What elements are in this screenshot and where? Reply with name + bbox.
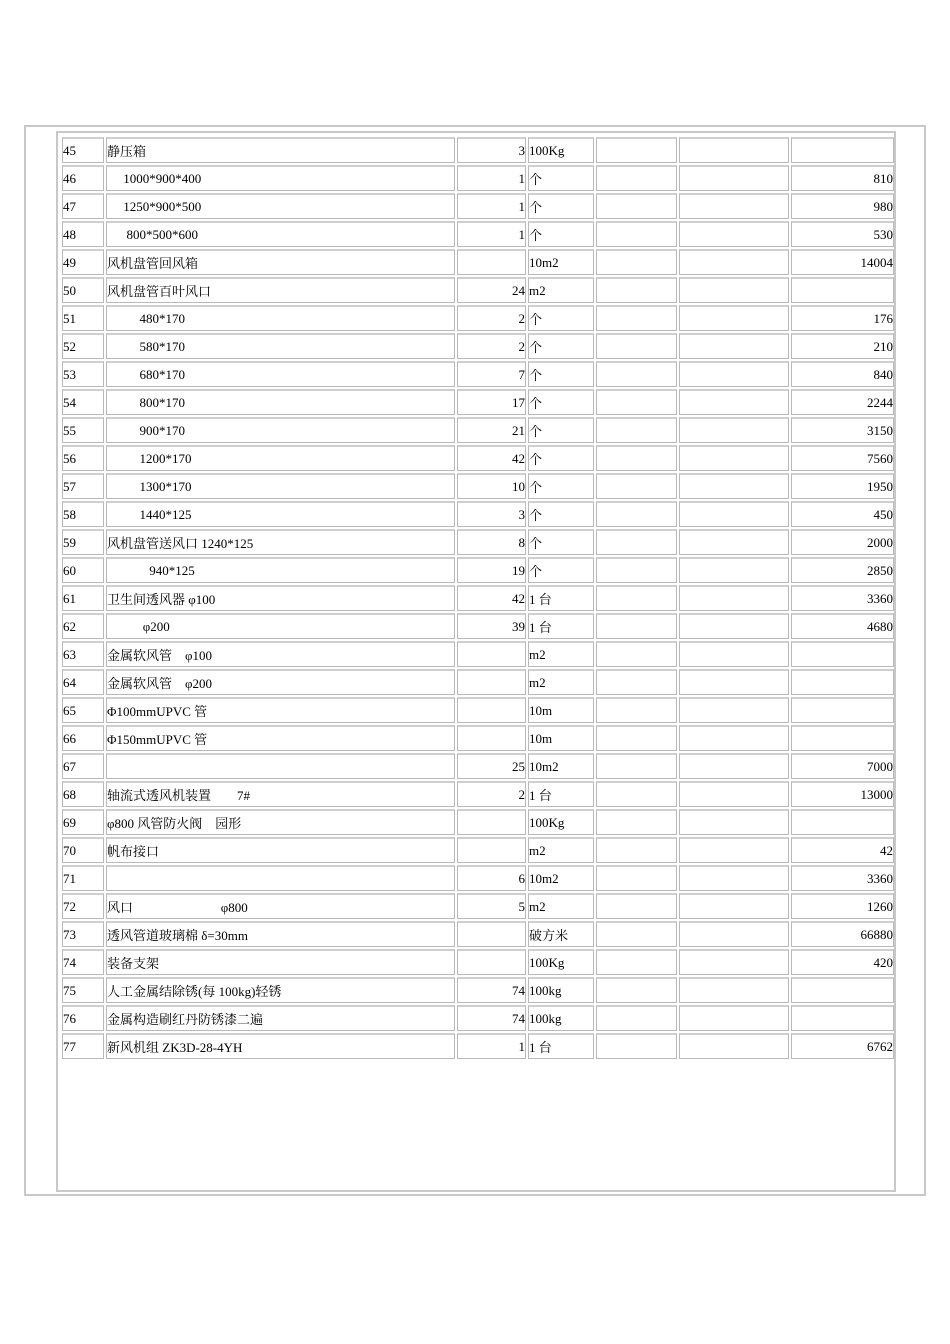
row-number: 72	[62, 893, 104, 919]
item-unit: 1 台	[528, 1033, 594, 1059]
unit-price-cell	[596, 977, 677, 1003]
table-row	[62, 613, 894, 639]
table-row	[62, 445, 894, 471]
row-number: 56	[62, 445, 104, 471]
row-number: 60	[62, 557, 104, 583]
item-name-text: 900*170	[107, 422, 185, 438]
item-total: 810	[791, 165, 894, 191]
table-row	[62, 137, 894, 163]
item-unit: 10m2	[528, 865, 594, 891]
row-number: 47	[62, 193, 104, 219]
sub-price-cell	[679, 809, 789, 835]
unit-price-cell	[596, 557, 677, 583]
sub-price-cell	[679, 389, 789, 415]
unit-price-cell	[596, 697, 677, 723]
unit-price-cell	[596, 221, 677, 247]
item-total: 13000	[791, 781, 894, 807]
table-row	[62, 165, 894, 191]
item-total: 420	[791, 949, 894, 975]
item-quantity: 74	[457, 1005, 526, 1031]
item-total	[791, 137, 894, 163]
item-quantity	[457, 809, 526, 835]
item-unit: 个	[528, 557, 594, 583]
unit-price-cell	[596, 781, 677, 807]
sub-price-cell	[679, 837, 789, 863]
item-total: 14004	[791, 249, 894, 275]
item-name	[106, 193, 455, 219]
item-name	[106, 977, 455, 1003]
unit-price-cell	[596, 921, 677, 947]
item-total	[791, 641, 894, 667]
item-name	[106, 277, 455, 303]
item-name	[106, 949, 455, 975]
item-unit: 个	[528, 221, 594, 247]
item-name	[106, 221, 455, 247]
item-unit: 100Kg	[528, 137, 594, 163]
row-number: 54	[62, 389, 104, 415]
item-quantity: 10	[457, 473, 526, 499]
table-row	[62, 753, 894, 779]
row-number: 50	[62, 277, 104, 303]
table-row	[62, 921, 894, 947]
item-unit: 个	[528, 333, 594, 359]
unit-price-cell	[596, 585, 677, 611]
sub-price-cell	[679, 249, 789, 275]
sub-price-cell	[679, 557, 789, 583]
item-total	[791, 1005, 894, 1031]
item-name-text: 透风管道玻璃棉 δ=30mm	[107, 928, 248, 943]
sub-price-cell	[679, 165, 789, 191]
item-name	[106, 809, 455, 835]
item-quantity: 1	[457, 1033, 526, 1059]
item-name	[106, 445, 455, 471]
item-total: 3360	[791, 585, 894, 611]
table-row	[62, 585, 894, 611]
item-unit: 100kg	[528, 1005, 594, 1031]
item-total: 2000	[791, 529, 894, 555]
sub-price-cell	[679, 333, 789, 359]
row-number: 45	[62, 137, 104, 163]
item-quantity	[457, 949, 526, 975]
item-total: 42	[791, 837, 894, 863]
item-total: 4680	[791, 613, 894, 639]
item-name	[106, 361, 455, 387]
table-row	[62, 361, 894, 387]
item-total: 2244	[791, 389, 894, 415]
row-number: 63	[62, 641, 104, 667]
item-name-text: 金属软风管 φ100	[107, 648, 213, 663]
item-quantity: 2	[457, 305, 526, 331]
item-unit: 个	[528, 193, 594, 219]
item-unit: 个	[528, 473, 594, 499]
table-row	[62, 669, 894, 695]
item-name	[106, 837, 455, 863]
unit-price-cell	[596, 417, 677, 443]
row-number: 57	[62, 473, 104, 499]
table-row	[62, 277, 894, 303]
item-name	[106, 529, 455, 555]
item-name	[106, 921, 455, 947]
table-row	[62, 949, 894, 975]
item-quantity: 24	[457, 277, 526, 303]
item-name	[106, 137, 455, 163]
item-name-text: 800*500*600	[107, 226, 198, 242]
item-total: 530	[791, 221, 894, 247]
row-number: 70	[62, 837, 104, 863]
item-name	[106, 893, 455, 919]
item-quantity: 74	[457, 977, 526, 1003]
item-name	[106, 417, 455, 443]
table-body	[62, 137, 894, 1059]
item-name-text: 1200*170	[107, 450, 192, 466]
unit-price-cell	[596, 137, 677, 163]
item-total: 7000	[791, 753, 894, 779]
item-quantity: 42	[457, 445, 526, 471]
table-row	[62, 221, 894, 247]
table-row	[62, 865, 894, 891]
item-quantity: 25	[457, 753, 526, 779]
table-row	[62, 1005, 894, 1031]
sub-price-cell	[679, 277, 789, 303]
item-quantity: 5	[457, 893, 526, 919]
row-number: 71	[62, 865, 104, 891]
table-row	[62, 305, 894, 331]
item-unit: 个	[528, 165, 594, 191]
item-name-text: 580*170	[107, 338, 185, 354]
sub-price-cell	[679, 865, 789, 891]
unit-price-cell	[596, 473, 677, 499]
sub-price-cell	[679, 585, 789, 611]
item-unit: 个	[528, 361, 594, 387]
unit-price-cell	[596, 837, 677, 863]
item-unit: 100Kg	[528, 949, 594, 975]
item-name	[106, 1033, 455, 1059]
item-name-text: 静压箱	[107, 144, 147, 159]
unit-price-cell	[596, 893, 677, 919]
item-name-text: 800*170	[107, 394, 185, 410]
sub-price-cell	[679, 417, 789, 443]
item-name-text: 金属构造刷红丹防锈漆二遍	[107, 1012, 264, 1027]
unit-price-cell	[596, 641, 677, 667]
item-name-text: 轴流式透风机装置 7#	[107, 788, 251, 803]
inner-frame	[56, 131, 896, 1192]
item-quantity: 8	[457, 529, 526, 555]
item-name	[106, 501, 455, 527]
unit-price-cell	[596, 529, 677, 555]
row-number: 48	[62, 221, 104, 247]
row-number: 52	[62, 333, 104, 359]
table-row	[62, 501, 894, 527]
row-number: 55	[62, 417, 104, 443]
item-name	[106, 389, 455, 415]
item-quantity: 1	[457, 193, 526, 219]
item-name-text: φ200	[107, 618, 170, 634]
item-name	[106, 1005, 455, 1031]
item-name-text: 风机盘管回风箱	[107, 256, 199, 271]
row-number: 66	[62, 725, 104, 751]
item-unit: 1 台	[528, 585, 594, 611]
table-row	[62, 193, 894, 219]
item-name	[106, 865, 455, 891]
row-number: 49	[62, 249, 104, 275]
item-name-text: 卫生间透风器 φ100	[107, 592, 216, 607]
unit-price-cell	[596, 949, 677, 975]
sub-price-cell	[679, 641, 789, 667]
table-row	[62, 417, 894, 443]
item-total: 7560	[791, 445, 894, 471]
table-row	[62, 809, 894, 835]
table-row	[62, 893, 894, 919]
item-name-text: 480*170	[107, 310, 185, 326]
item-name	[106, 753, 455, 779]
table-row	[62, 697, 894, 723]
unit-price-cell	[596, 809, 677, 835]
item-total	[791, 725, 894, 751]
table-row	[62, 837, 894, 863]
item-unit: m2	[528, 641, 594, 667]
item-total: 2850	[791, 557, 894, 583]
item-unit: m2	[528, 837, 594, 863]
item-name	[106, 613, 455, 639]
item-unit: 个	[528, 445, 594, 471]
table-row	[62, 781, 894, 807]
item-name	[106, 305, 455, 331]
unit-price-cell	[596, 361, 677, 387]
item-quantity	[457, 697, 526, 723]
item-total: 1950	[791, 473, 894, 499]
sub-price-cell	[679, 529, 789, 555]
item-name-text: 新风机组 ZK3D-28-4YH	[107, 1040, 243, 1055]
row-number: 59	[62, 529, 104, 555]
table-row	[62, 977, 894, 1003]
unit-price-cell	[596, 333, 677, 359]
item-unit: 1 台	[528, 613, 594, 639]
unit-price-cell	[596, 193, 677, 219]
item-quantity	[457, 725, 526, 751]
item-total	[791, 697, 894, 723]
item-unit: 10m2	[528, 753, 594, 779]
sub-price-cell	[679, 725, 789, 751]
sub-price-cell	[679, 361, 789, 387]
sub-price-cell	[679, 193, 789, 219]
table-row	[62, 1033, 894, 1059]
item-total	[791, 669, 894, 695]
item-quantity	[457, 249, 526, 275]
row-number: 75	[62, 977, 104, 1003]
item-unit: m2	[528, 893, 594, 919]
item-quantity: 17	[457, 389, 526, 415]
item-quantity	[457, 837, 526, 863]
item-quantity: 1	[457, 221, 526, 247]
item-name-text: 帆布接口	[107, 844, 160, 859]
item-quantity: 1	[457, 165, 526, 191]
row-number: 74	[62, 949, 104, 975]
item-name-text: 1000*900*400	[107, 170, 202, 186]
item-name-text: 风机盘管百叶风口	[107, 284, 212, 299]
sub-price-cell	[679, 1005, 789, 1031]
item-name-text: 装备支架	[107, 956, 160, 971]
item-total: 176	[791, 305, 894, 331]
item-quantity: 7	[457, 361, 526, 387]
row-number: 46	[62, 165, 104, 191]
unit-price-cell	[596, 501, 677, 527]
item-name	[106, 725, 455, 751]
item-unit: 100kg	[528, 977, 594, 1003]
sub-price-cell	[679, 893, 789, 919]
item-quantity	[457, 641, 526, 667]
sub-price-cell	[679, 669, 789, 695]
sub-price-cell	[679, 753, 789, 779]
item-name-text: 人工金属结除锈(每 100kg)轻锈	[107, 984, 282, 999]
table-row	[62, 249, 894, 275]
unit-price-cell	[596, 725, 677, 751]
item-total: 210	[791, 333, 894, 359]
item-quantity: 3	[457, 137, 526, 163]
item-total: 6762	[791, 1033, 894, 1059]
item-unit: 10m	[528, 697, 594, 723]
item-total: 1260	[791, 893, 894, 919]
item-name-text: 风口 φ800	[107, 900, 248, 915]
item-name-text: 1440*125	[107, 506, 192, 522]
item-quantity: 2	[457, 781, 526, 807]
item-unit: 10m	[528, 725, 594, 751]
row-number: 73	[62, 921, 104, 947]
item-quantity: 2	[457, 333, 526, 359]
unit-price-cell	[596, 669, 677, 695]
row-number: 58	[62, 501, 104, 527]
item-total	[791, 809, 894, 835]
item-name	[106, 669, 455, 695]
unit-price-cell	[596, 305, 677, 331]
sub-price-cell	[679, 613, 789, 639]
item-unit: 10m2	[528, 249, 594, 275]
unit-price-cell	[596, 249, 677, 275]
table-row	[62, 725, 894, 751]
item-unit: 个	[528, 529, 594, 555]
item-name	[106, 697, 455, 723]
outer-frame	[24, 125, 926, 1196]
item-name	[106, 333, 455, 359]
unit-price-cell	[596, 277, 677, 303]
table-row	[62, 389, 894, 415]
sub-price-cell	[679, 137, 789, 163]
item-name-text: 1300*170	[107, 478, 192, 494]
row-number: 77	[62, 1033, 104, 1059]
sub-price-cell	[679, 501, 789, 527]
row-number: 61	[62, 585, 104, 611]
item-quantity	[457, 669, 526, 695]
row-number: 69	[62, 809, 104, 835]
row-number: 62	[62, 613, 104, 639]
quantity-table	[60, 135, 896, 1061]
row-number: 51	[62, 305, 104, 331]
unit-price-cell	[596, 613, 677, 639]
item-quantity: 19	[457, 557, 526, 583]
item-name	[106, 165, 455, 191]
unit-price-cell	[596, 165, 677, 191]
unit-price-cell	[596, 1033, 677, 1059]
unit-price-cell	[596, 753, 677, 779]
item-total	[791, 977, 894, 1003]
item-unit: 个	[528, 389, 594, 415]
table-row	[62, 529, 894, 555]
item-name	[106, 249, 455, 275]
sub-price-cell	[679, 445, 789, 471]
item-unit: m2	[528, 669, 594, 695]
item-unit: 个	[528, 501, 594, 527]
sub-price-cell	[679, 305, 789, 331]
item-total: 3360	[791, 865, 894, 891]
item-name	[106, 557, 455, 583]
item-quantity	[457, 921, 526, 947]
item-name-text: 680*170	[107, 366, 185, 382]
unit-price-cell	[596, 389, 677, 415]
item-quantity: 21	[457, 417, 526, 443]
item-total	[791, 277, 894, 303]
item-quantity: 39	[457, 613, 526, 639]
unit-price-cell	[596, 1005, 677, 1031]
item-name-text: φ800 风管防火阀 园形	[107, 816, 242, 831]
sub-price-cell	[679, 221, 789, 247]
sub-price-cell	[679, 949, 789, 975]
item-total: 3150	[791, 417, 894, 443]
sub-price-cell	[679, 977, 789, 1003]
sub-price-cell	[679, 473, 789, 499]
sub-price-cell	[679, 1033, 789, 1059]
item-unit: 个	[528, 417, 594, 443]
item-unit: 100Kg	[528, 809, 594, 835]
item-name-text: Φ150mmUPVC 管	[107, 732, 208, 747]
item-name-text: 金属软风管 φ200	[107, 676, 213, 691]
table-row	[62, 333, 894, 359]
table-row	[62, 557, 894, 583]
item-total: 450	[791, 501, 894, 527]
item-unit: 破方米	[528, 921, 594, 947]
item-quantity: 3	[457, 501, 526, 527]
row-number: 68	[62, 781, 104, 807]
item-name	[106, 641, 455, 667]
row-number: 76	[62, 1005, 104, 1031]
item-name-text: Φ100mmUPVC 管	[107, 704, 208, 719]
item-name-text: 风机盘管送风口 1240*125	[107, 536, 254, 551]
unit-price-cell	[596, 445, 677, 471]
row-number: 64	[62, 669, 104, 695]
table-row	[62, 473, 894, 499]
row-number: 65	[62, 697, 104, 723]
unit-price-cell	[596, 865, 677, 891]
item-unit: 1 台	[528, 781, 594, 807]
item-name	[106, 585, 455, 611]
table-row	[62, 641, 894, 667]
item-name	[106, 473, 455, 499]
item-total: 840	[791, 361, 894, 387]
item-unit: m2	[528, 277, 594, 303]
item-name-text: 1250*900*500	[107, 198, 202, 214]
sub-price-cell	[679, 697, 789, 723]
item-name	[106, 781, 455, 807]
item-name-text: 940*125	[107, 562, 195, 578]
item-unit: 个	[528, 305, 594, 331]
row-number: 53	[62, 361, 104, 387]
item-total: 980	[791, 193, 894, 219]
sub-price-cell	[679, 781, 789, 807]
sub-price-cell	[679, 921, 789, 947]
item-quantity: 6	[457, 865, 526, 891]
item-quantity: 42	[457, 585, 526, 611]
item-total: 66880	[791, 921, 894, 947]
row-number: 67	[62, 753, 104, 779]
